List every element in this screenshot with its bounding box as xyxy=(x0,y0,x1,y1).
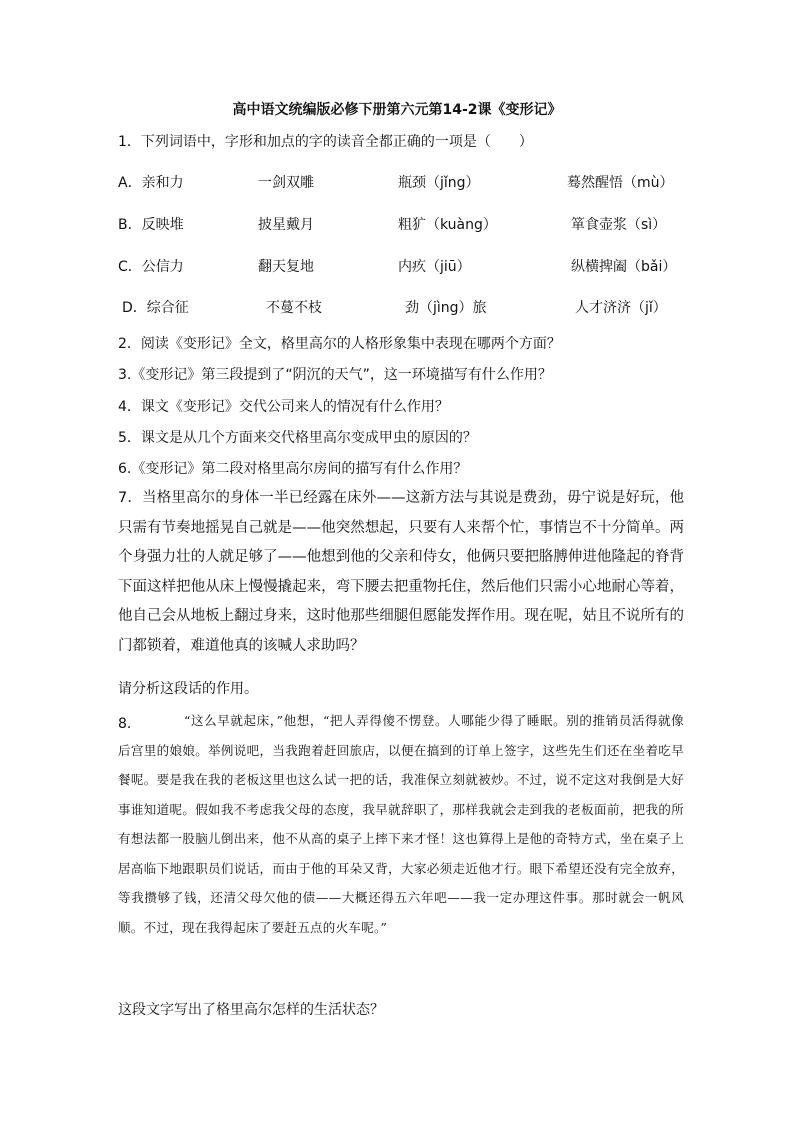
option-d-1: D．综合征 xyxy=(122,300,189,316)
question-6: 6.《变形记》第二段对格里高尔房间的描写有什么作用？ xyxy=(118,461,468,477)
option-a-1: A．亲和力 xyxy=(118,175,184,191)
option-d-4: 人才济济（jǐ） xyxy=(575,300,667,316)
option-a-3: 瓶颈（jǐng） xyxy=(398,175,480,191)
question-8-prompt: 这段文字写出了格里高尔怎样的生活状态？ xyxy=(118,1002,384,1018)
option-b-1: B．反映堆 xyxy=(118,217,184,233)
option-a-4: 蓦然醒悟（mù） xyxy=(567,175,674,191)
option-b-3: 粗犷（kuàng） xyxy=(398,217,497,233)
question-7-passage: 7．当格里高尔的身体一半已经露在床外——这新方法与其说是费劲，毋宁说是好玩，他只需有节奏地摇晃自己就是——他突然想起，只要有人来帮个忙，事情岂不十分简单。两个身强力壮的人就足够了——他想到他的父亲和侍女，他俩只要把胳膊伸进他隆起的脊背下面这样把他从床上慢慢撬起来，弯下腰去把重物托住，然后他们只需小心地耐心等着，他自己会从地板上翻过身来，这时他那些细腿但愿能发挥作用。现在呢，姑且不说所有的门都锁着，难道他真的该喊人求助吗？ xyxy=(118,490,684,654)
question-1-stem: 1．下列词语中，字形和加点的字的读音全都正确的一项是（ ） xyxy=(118,134,533,150)
option-c-4: 纵横捭阖（bǎi） xyxy=(571,259,677,275)
option-b-4: 箪食壶浆（sì） xyxy=(571,217,667,233)
question-2: 2．阅读《变形记》全文，格里高尔的人格形象集中表现在哪两个方面？ xyxy=(118,336,561,352)
option-a-2: 一剑双雕 xyxy=(258,175,314,191)
page-title: 高中语文统编版必修下册第六元第14-2课《变形记》 xyxy=(232,102,562,118)
option-c-3: 内疚（jiū） xyxy=(398,259,471,275)
question-5: 5．课文是从几个方面来交代格里高尔变成甲虫的原因的？ xyxy=(118,430,477,446)
question-3: 3.《变形记》第三段提到了“阴沉的天气”，这一环境描写有什么作用？ xyxy=(118,367,552,383)
option-d-3: 劲（jìng）旅 xyxy=(405,300,487,316)
option-d-2: 不蔓不枝 xyxy=(266,300,322,316)
option-b-2: 披星戴月 xyxy=(258,217,314,233)
option-c-1: C．公信力 xyxy=(118,259,184,275)
question-4: 4．课文《变形记》交代公司来人的情况有什么作用？ xyxy=(118,399,449,415)
question-7-prompt: 请分析这段话的作用。 xyxy=(118,681,258,697)
question-8-passage: “这么早就起床，”他想，“把人弄得傻不愣登。人哪能少得了睡眠。别的推销员活得就像后宫里的娘娘。举例说吧，当我跑着赶回旅店，以便在搞到的订单上签字，这些先生们还在坐着吃早餐呢。要是我在我的老板这里也这么试一把的话，我准保立刻就被炒。不过，说不定这对我倒是大好事谁知道呢。假如我不考虑我父母的态度，我早就辞职了，那样我就会走到我的老板面前，把我的所有想法都一股脑儿倒出来，他不从高的桌子上摔下来才怪！这也算得上是他的奇特方式，坐在桌子上居高临下地跟职员们说话，而由于他的耳朵又背，大家必须走近他才行。眼下希望还没有完全放弃，等我攒够了钱，还清父母欠他的债——大概还得五六年吧——我一定办理这件事。那时就会一帆风顺。不过，现在我得起床了要赶五点的火车呢。” xyxy=(118,713,684,935)
option-c-2: 翻天复地 xyxy=(258,259,314,275)
question-8-number: 8． xyxy=(118,716,141,732)
